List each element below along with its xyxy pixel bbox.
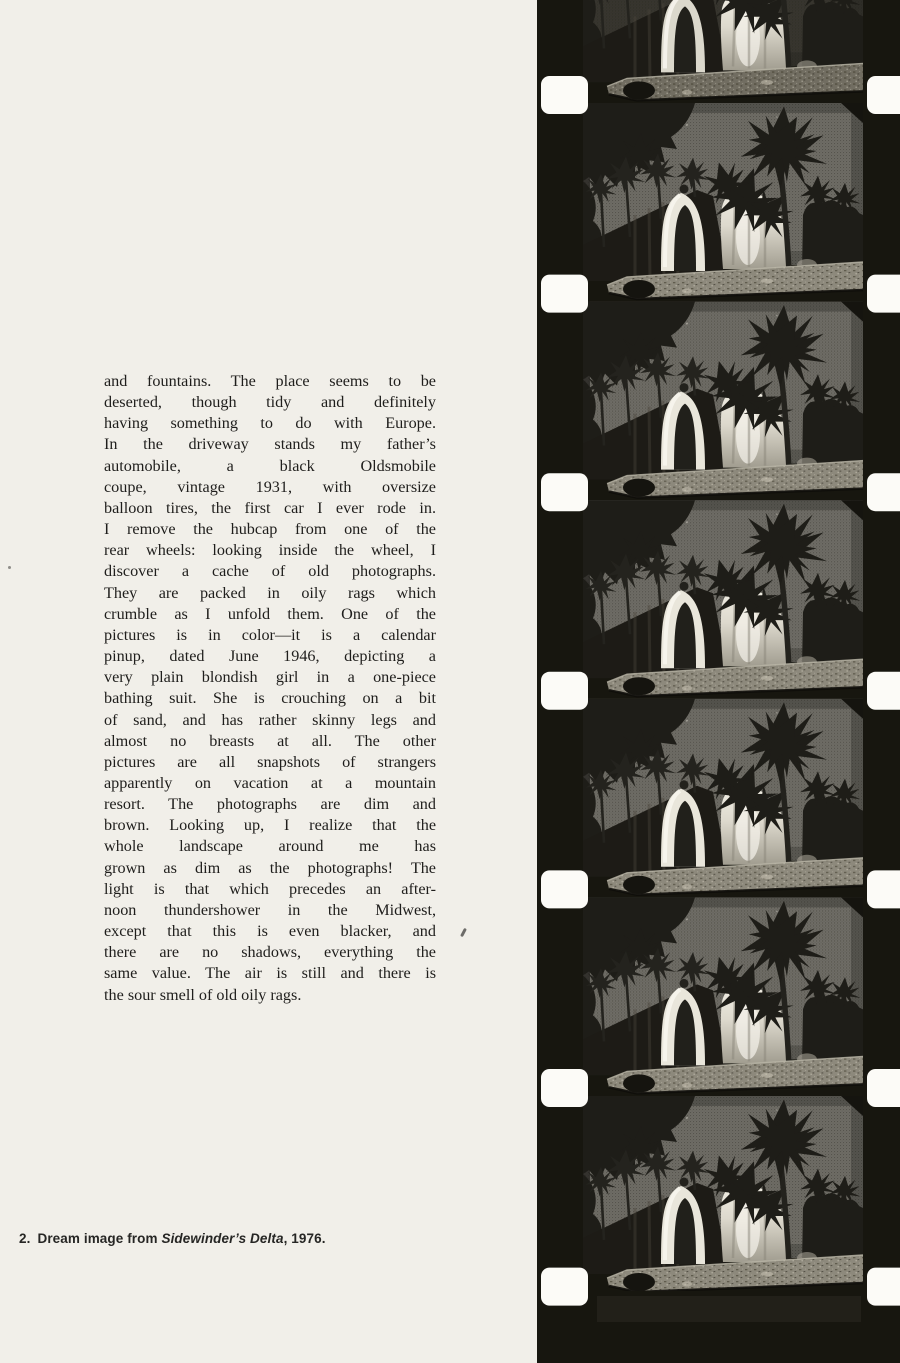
sprocket-hole xyxy=(867,275,900,313)
faint-next-frame xyxy=(597,1296,861,1322)
print-speck xyxy=(460,928,467,937)
sprocket-hole xyxy=(541,870,588,908)
text-line: bathing suit. She is crouching on a bit xyxy=(104,689,436,708)
text-line: having something to do with Europe. xyxy=(104,414,436,433)
text-line: pinup, dated June 1946, depicting a xyxy=(104,647,436,666)
sprocket-hole xyxy=(867,473,900,511)
sprocket-hole xyxy=(867,1268,900,1306)
film-frame xyxy=(583,897,863,1093)
text-line: coupe, vintage 1931, with oversize xyxy=(104,477,436,496)
caption-film-title: Sidewinder’s Delta xyxy=(161,1231,284,1246)
sprocket-hole xyxy=(867,1069,900,1107)
text-line: whole landscape around me has xyxy=(104,837,436,856)
caption-number: 2. xyxy=(19,1231,31,1246)
film-frame xyxy=(583,699,863,895)
text-line: pictures is in color—it is a calendar xyxy=(104,625,436,644)
sprocket-hole xyxy=(541,473,588,511)
text-line: crumble as I unfold them. One of the xyxy=(104,604,436,623)
figure-caption xyxy=(19,1231,326,1246)
text-line: of sand, and has rather skinny legs and xyxy=(104,710,436,729)
text-line: rear wheels: looking inside the wheel, I xyxy=(104,541,436,560)
sprocket-hole xyxy=(541,1268,588,1306)
sprocket-hole xyxy=(541,76,588,114)
text-line: and fountains. The place seems to be xyxy=(104,372,436,390)
text-line: In the driveway stands my father’s xyxy=(104,435,436,454)
text-line: same value. The air is still and there is xyxy=(104,964,436,983)
text-line: very plain blondish girl in a one-piece xyxy=(104,668,436,687)
text-line: the sour smell of old oily rags. xyxy=(104,985,302,1004)
text-line: grown as dim as the photographs! The xyxy=(104,858,436,877)
text-line: there are no shadows, everything the xyxy=(104,943,436,962)
film-frame xyxy=(583,301,863,497)
text-line: apparently on vacation at a mountain xyxy=(104,773,436,792)
text-line: I remove the hubcap from one of the xyxy=(104,520,436,539)
caption-suffix: , 1976. xyxy=(283,1231,326,1246)
film-frame xyxy=(583,1096,863,1292)
text-line: automobile, a black Oldsmobile xyxy=(104,456,436,475)
caption-prefix: Dream image from xyxy=(37,1231,162,1246)
text-line: resort. The photographs are dim and xyxy=(104,795,436,814)
sprocket-hole xyxy=(867,672,900,710)
film-frame xyxy=(583,500,863,696)
text-line: almost no breasts at all. The other xyxy=(104,731,436,750)
film-frame xyxy=(583,0,863,100)
sprocket-hole xyxy=(867,870,900,908)
filmstrip xyxy=(537,0,900,1363)
text-line: balloon tires, the first car I ever rode in. xyxy=(104,498,436,517)
film-frame xyxy=(583,103,863,299)
text-line: light is that which precedes an after- xyxy=(104,879,436,898)
print-speck xyxy=(8,566,11,569)
sprocket-hole xyxy=(541,1069,588,1107)
sprocket-hole xyxy=(541,672,588,710)
text-line: except that this is even blacker, and xyxy=(104,922,436,941)
text-line: noon thundershower in the Midwest, xyxy=(104,900,436,919)
text-line: pictures are all snapshots of strangers xyxy=(104,752,436,771)
body-paragraph xyxy=(104,371,436,1006)
text-line: discover a cache of old photographs. xyxy=(104,562,436,581)
text-line: brown. Looking up, I realize that the xyxy=(104,816,436,835)
text-line: deserted, though tidy and definitely xyxy=(104,393,436,412)
sprocket-hole xyxy=(867,76,900,114)
filmstrip-image xyxy=(537,0,900,1363)
text-line: They are packed in oily rags which xyxy=(104,583,436,602)
sprocket-hole xyxy=(541,275,588,313)
